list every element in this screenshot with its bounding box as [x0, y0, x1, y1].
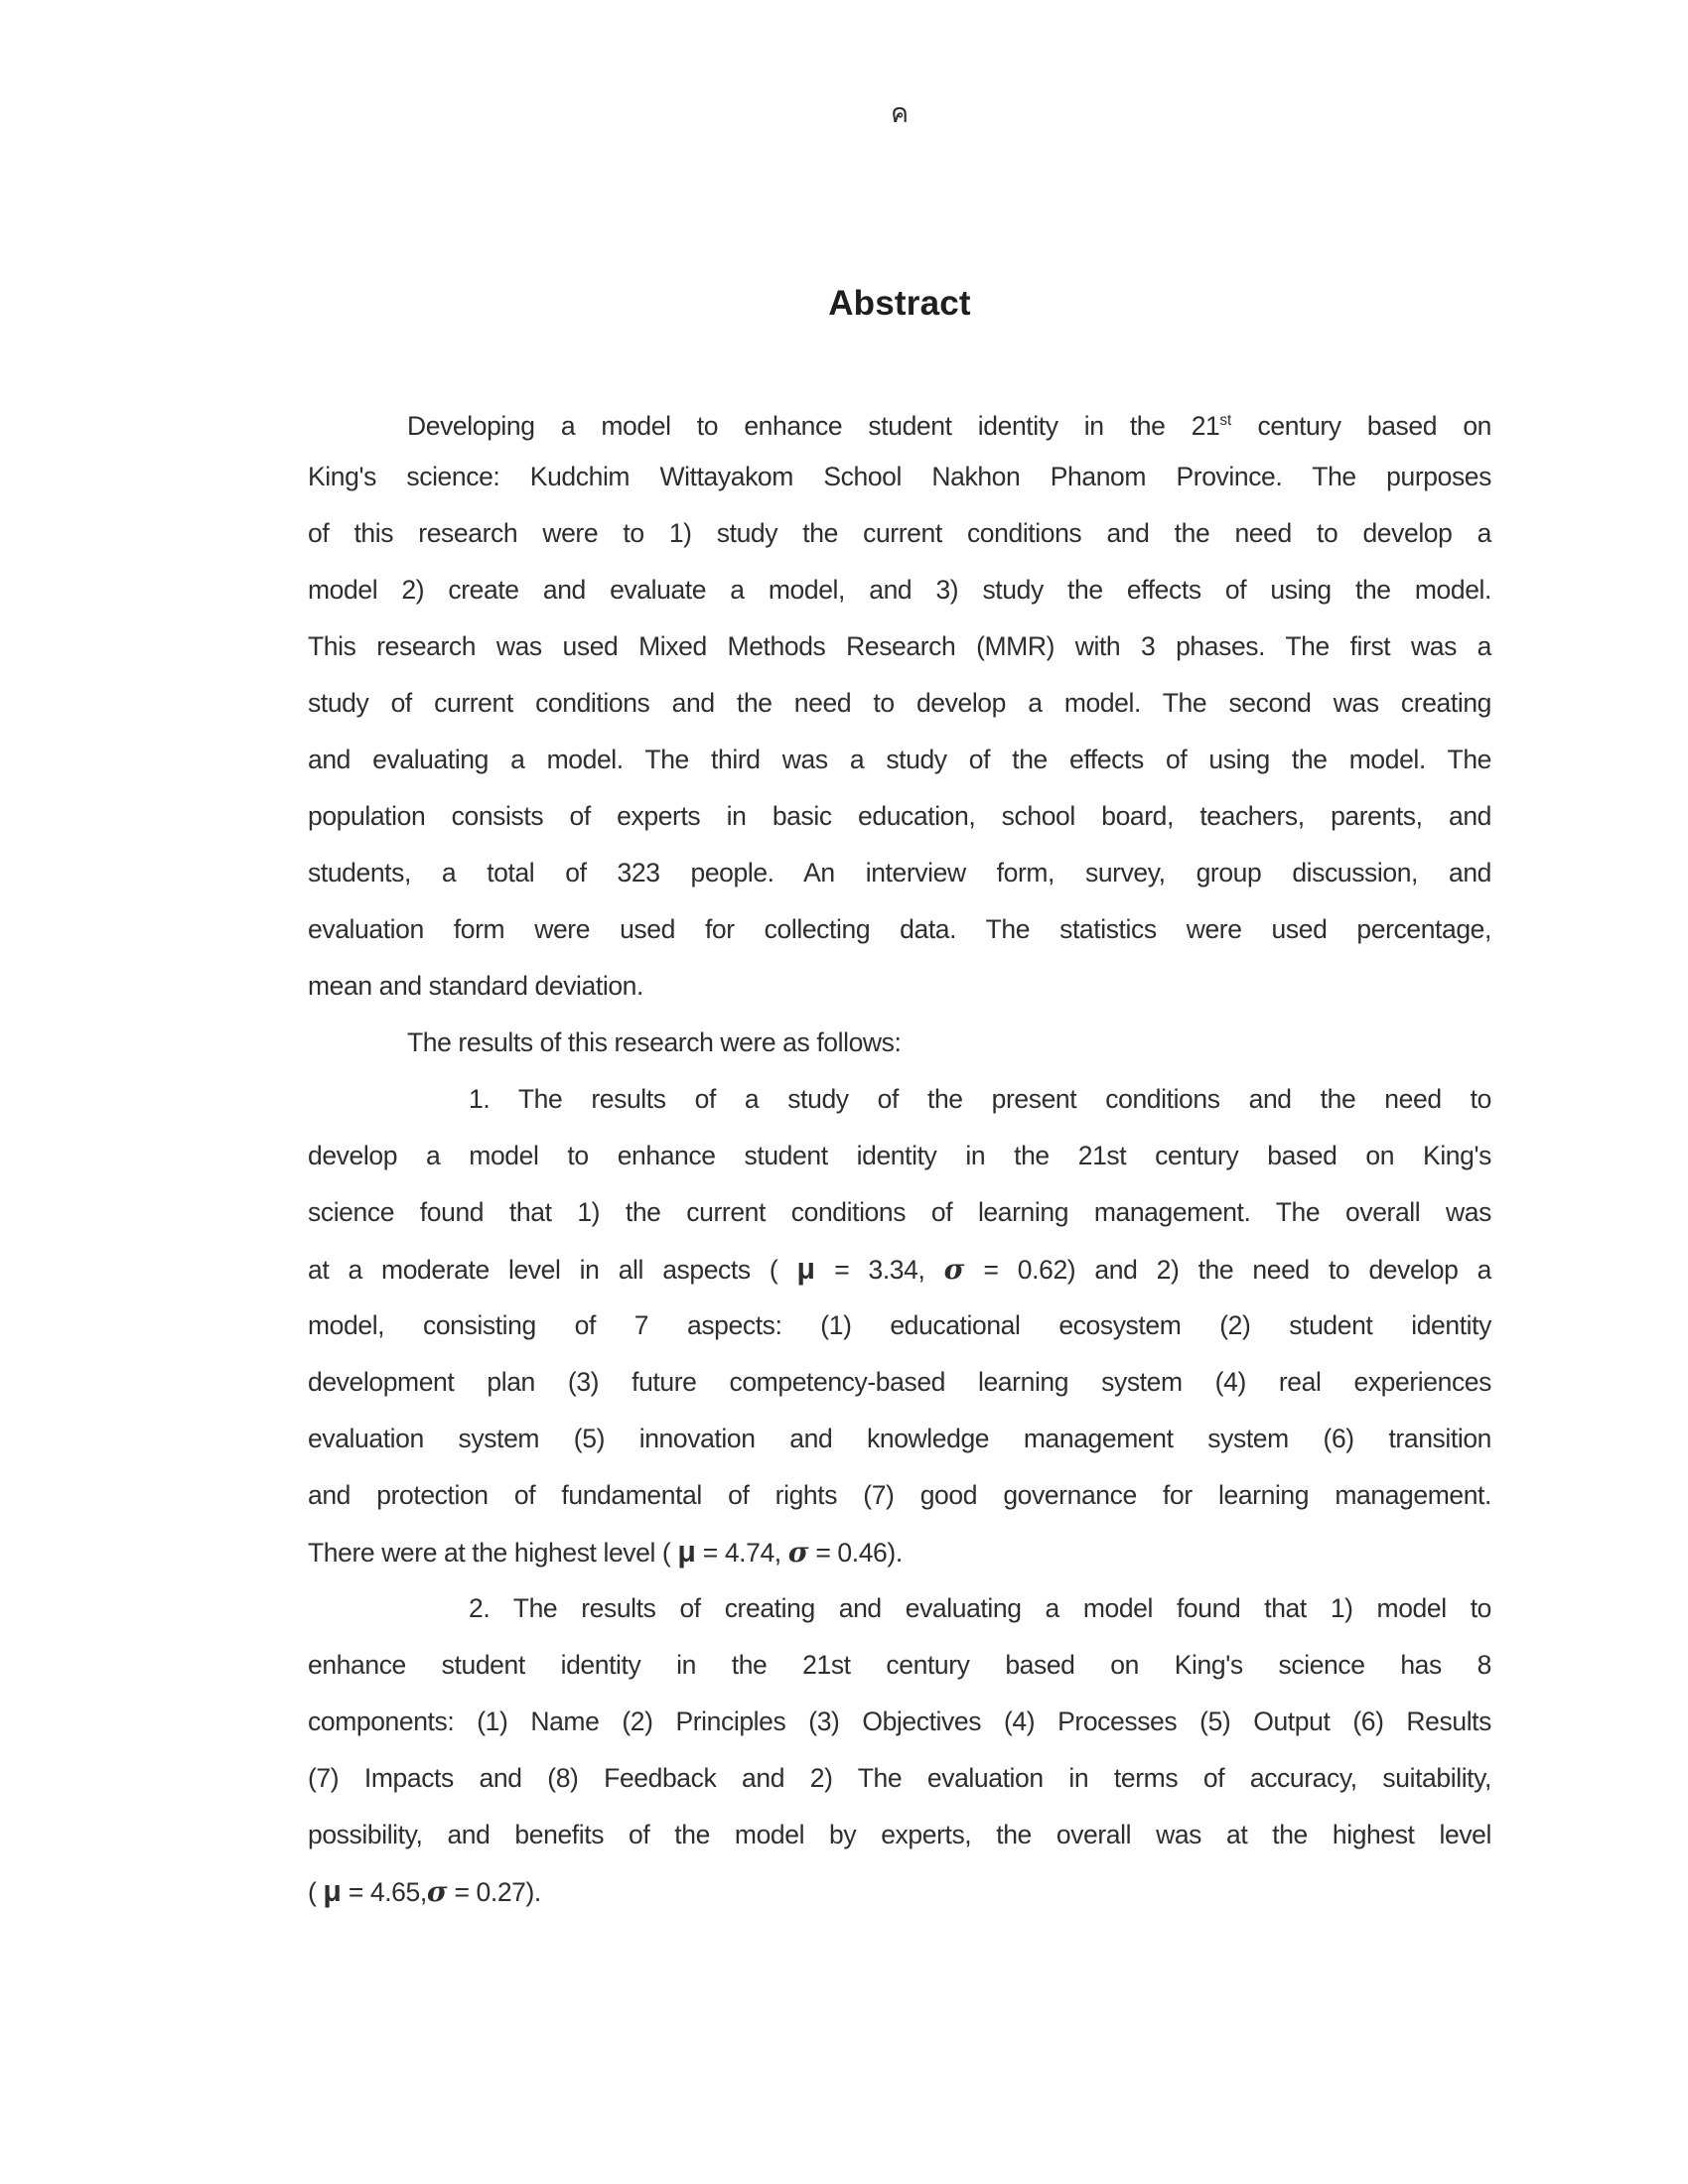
superscript-text: st: [1219, 412, 1232, 429]
abstract-body: [308, 392, 1491, 1920]
text-line: [308, 901, 1491, 958]
text-segment: model, consisting of 7 aspects: (1) educational ecosystem (2) student identity: [308, 1310, 1491, 1340]
text-line: [308, 1467, 1491, 1524]
mu-symbol: μ: [323, 1875, 342, 1908]
text-segment: mean and standard deviation.: [308, 971, 643, 1001]
text-line: [308, 1411, 1491, 1467]
sigma-symbol: σ: [943, 1253, 965, 1286]
mu-symbol: μ: [796, 1253, 816, 1286]
text-segment: 2. The results of creating and evaluating a model found that 1) model to: [469, 1593, 1491, 1623]
text-line: [308, 618, 1491, 675]
text-segment: science found that 1) the current conditions of learning management. The overall was: [308, 1197, 1491, 1227]
text-line: [308, 1750, 1491, 1807]
text-line: [308, 1241, 1491, 1297]
text-line: [308, 1354, 1491, 1411]
text-segment: century based on: [1231, 410, 1491, 441]
thai-page-number: ค: [890, 98, 910, 128]
text-line: [308, 1863, 1491, 1920]
sigma-symbol: σ: [787, 1536, 809, 1569]
text-segment: development plan (3) future competency-based learning system (4) real experiences: [308, 1367, 1491, 1397]
text-segment: Developing a model to enhance student identity in the 21: [407, 410, 1220, 441]
text-line: [308, 392, 1491, 449]
text-segment: (: [308, 1877, 324, 1907]
text-line: [308, 1524, 1491, 1580]
text-segment: = 0.46).: [808, 1538, 903, 1568]
text-segment: and protection of fundamental of rights (7) good governance for learning management.: [308, 1480, 1491, 1510]
abstract-title: Abstract: [828, 284, 971, 323]
text-line: [308, 1807, 1491, 1863]
text-segment: = 3.34,: [815, 1255, 944, 1285]
text-segment: There were at the highest level (: [308, 1538, 678, 1568]
text-segment: and evaluating a model. The third was a study of the effects of using the model. The: [308, 745, 1491, 774]
text-segment: population consists of experts in basic education, school board, teachers, parents, and: [308, 801, 1491, 831]
text-line: [308, 1297, 1491, 1354]
text-line: [308, 958, 1491, 1015]
text-line: [308, 845, 1491, 901]
text-segment: study of current conditions and the need to develop a model. The second was creating: [308, 688, 1491, 718]
text-line: [308, 732, 1491, 788]
text-line: [308, 505, 1491, 562]
text-segment: King's science: Kudchim Wittayakom School Nakhon Phanom Province. The purposes: [308, 462, 1491, 491]
text-line: [308, 1694, 1491, 1750]
text-segment: students, a total of 323 people. An interview form, survey, group discussion, and: [308, 858, 1491, 887]
text-segment: develop a model to enhance student identity in the 21st century based on King's: [308, 1141, 1491, 1170]
text-segment: The results of this research were as follows:: [407, 1027, 902, 1057]
text-segment: This research was used Mixed Methods Research (MMR) with 3 phases. The first was a: [308, 631, 1491, 661]
text-segment: components: (1) Name (2) Principles (3) Objectives (4) Processes (5) Output (6) Results: [308, 1706, 1491, 1736]
text-segment: evaluation system (5) innovation and knowledge management system (6) transition: [308, 1424, 1491, 1453]
text-segment: = 4.74,: [695, 1538, 788, 1568]
text-line: [308, 675, 1491, 732]
text-line: [308, 1580, 1491, 1637]
text-segment: (7) Impacts and (8) Feedback and 2) The evaluation in terms of accuracy, suitability,: [308, 1763, 1491, 1793]
text-segment: possibility, and benefits of the model by experts, the overall was at the highest level: [308, 1820, 1491, 1849]
text-segment: 1. The results of a study of the present conditions and the need to: [469, 1084, 1491, 1114]
text-segment: evaluation form were used for collecting data. The statistics were used percentage,: [308, 914, 1491, 944]
text-line: [308, 1071, 1491, 1128]
text-line: [308, 1128, 1491, 1184]
text-segment: of this research were to 1) study the current conditions and the need to develop a: [308, 518, 1491, 548]
text-line: [308, 449, 1491, 505]
mu-symbol: μ: [677, 1536, 696, 1569]
text-line: [308, 562, 1491, 618]
text-segment: = 0.62) and 2) the need to develop a: [964, 1255, 1492, 1285]
sigma-symbol: σ: [426, 1875, 448, 1908]
text-segment: model 2) create and evaluate a model, and 3) study the effects of using the model.: [308, 575, 1491, 605]
text-line: [308, 788, 1491, 845]
text-segment: = 0.27).: [447, 1877, 541, 1907]
text-line: [308, 1184, 1491, 1241]
text-segment: at a moderate level in all aspects (: [308, 1255, 797, 1285]
text-line: [308, 1637, 1491, 1694]
text-segment: = 4.65,: [341, 1877, 427, 1907]
text-segment: enhance student identity in the 21st century based on King's science has 8: [308, 1650, 1491, 1680]
text-line: [308, 1015, 1491, 1071]
